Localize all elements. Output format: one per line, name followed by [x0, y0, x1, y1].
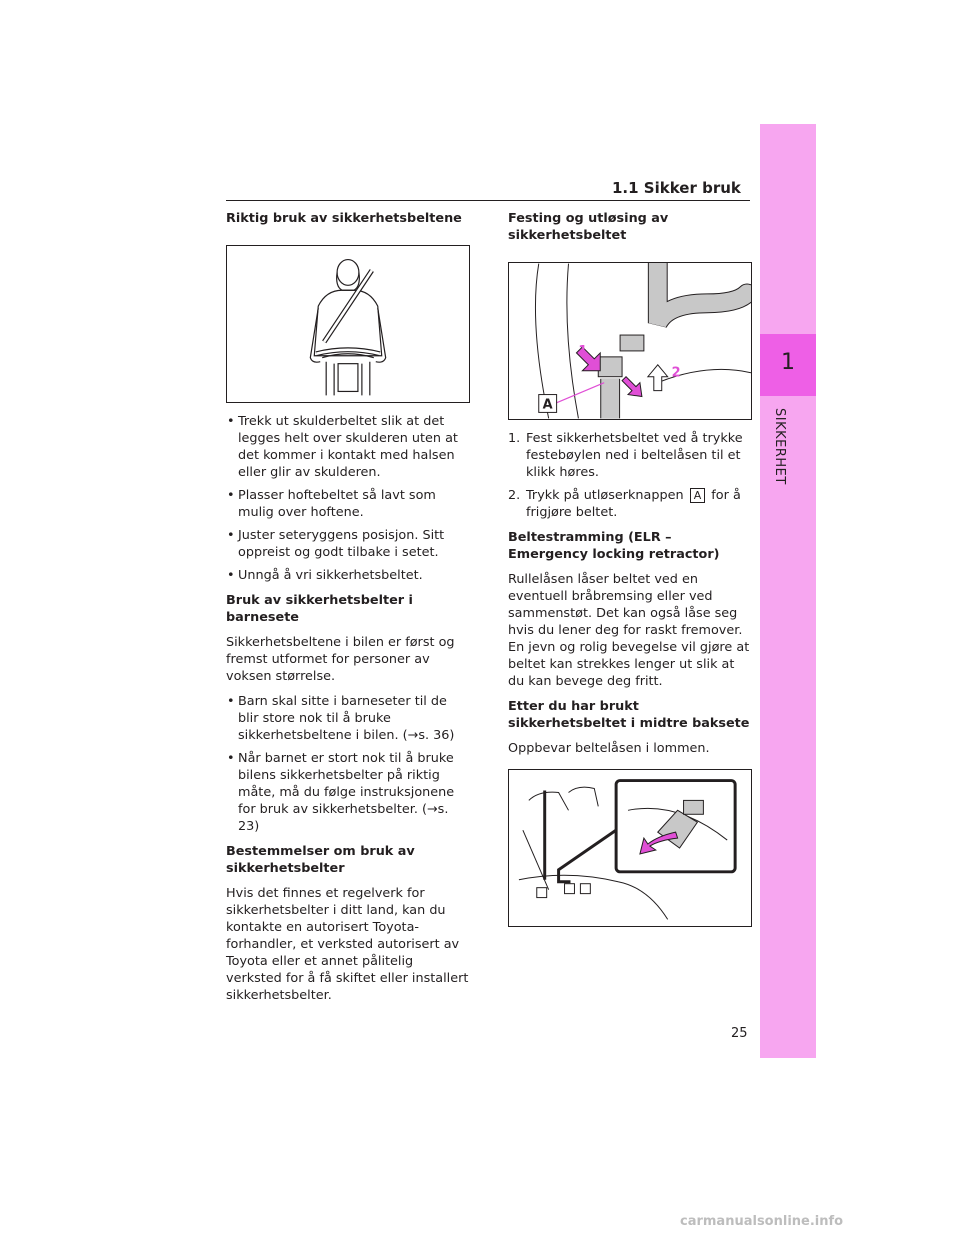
- figure-seated-person: [226, 245, 470, 403]
- right-column: [508, 210, 752, 937]
- heading-correct-use: Riktig bruk av sikkerhetsbeltene: [226, 211, 462, 226]
- fasten-steps: [508, 430, 752, 521]
- child-seat-list: [226, 693, 470, 835]
- para-elr: Rullelåsen låser beltet ved en eventuell bråbremsing eller ved sammenstøt. Det kan også låse seg hvis du lener deg for raskt fremover. En jevn og rolig bevegelse vil gjøre at beltet kan strekkes lenger ut slik at du kan bevege deg fritt.: [508, 572, 750, 689]
- correct-use-list: [226, 413, 470, 584]
- heading-child-seat: Bruk av sikkerhetsbelter i barnesete: [226, 593, 413, 625]
- step-text-before: Trykk på utløserknappen: [526, 488, 684, 503]
- list-item: • Unngå å vri sikkerhetsbeltet.: [226, 567, 470, 584]
- pull-arrow-2: [648, 365, 668, 391]
- heading-fasten: Festing og utløsing av sikkerhetsbeltet: [508, 211, 669, 243]
- step-number: 1.: [508, 431, 521, 446]
- figure-buckle-pocket: [508, 769, 752, 927]
- para-rear-seat: Oppbevar beltelåsen i lommen.: [508, 741, 710, 756]
- marker-a: A: [542, 397, 553, 413]
- step-text: Fest sikkerhetsbeltet ved å trykke festebøylen ned i beltelåsen til et klikk høres.: [526, 431, 743, 480]
- list-item: • Trekk ut skulderbeltet slik at det legges helt over skulderen uten at det kommer i kontakt med halsen eller glir av skulderen.: [226, 413, 470, 481]
- chapter-tab-strip: [760, 124, 816, 1058]
- page-number: 25: [731, 1026, 748, 1041]
- release-arrow: [622, 377, 642, 397]
- release-button-key: A: [690, 488, 706, 503]
- left-column: [226, 210, 470, 1012]
- para-regulations: Hvis det finnes et regelverk for sikkerhetsbelter i ditt land, kan du kontakte en autorisert Toyota-forhandler, et verksted autorisert av Toyota eller et annet pålitelig verksted for å få skiftet eller installert sikkerhetsbelter.: [226, 886, 469, 1003]
- list-item: • Plasser hoftebeltet så lavt som mulig over hoftene.: [226, 487, 470, 521]
- list-item: • Når barnet er stort nok til å bruke bilens sikkerhetsbelter på riktig måte, må du følge instruksjonene for bruk av sikkerhetsbelter. (→s. 23): [226, 750, 470, 835]
- buckle-illustration: [509, 263, 751, 419]
- section-title: 1.1 Sikker bruk: [612, 179, 741, 197]
- header-rule: [226, 200, 750, 201]
- seated-person-illustration: [227, 246, 469, 402]
- watermark: carmanualsonline.info: [680, 1214, 844, 1229]
- arrow-label-1: 1: [578, 343, 588, 359]
- step-2: [508, 487, 752, 521]
- list-item: • Juster seteryggens posisjon. Sitt oppreist og godt tilbake i setet.: [226, 527, 470, 561]
- step-text-after: for å frigjøre beltet.: [526, 488, 741, 520]
- heading-rear-seat: Etter du har brukt sikkerhetsbeltet i midtre baksete: [508, 699, 750, 731]
- heading-elr: Beltestramming (ELR – Emergency locking retractor): [508, 530, 720, 562]
- buckle-pocket-illustration: [509, 770, 751, 926]
- para-child-seat: Sikkerhetsbeltene i bilen er først og fremst utformet for personer av voksen størrelse.: [226, 635, 455, 684]
- figure-buckle: [508, 262, 752, 420]
- chapter-label: SIKKERHET: [772, 408, 787, 485]
- step-number: 2.: [508, 488, 521, 503]
- chapter-number: 1: [781, 350, 795, 375]
- arrow-label-2: 2: [671, 365, 681, 381]
- heading-regulations: Bestemmelser om bruk av sikkerhetsbelter: [226, 844, 415, 876]
- step-1: [508, 430, 752, 481]
- list-item: • Barn skal sitte i barneseter til de blir store nok til å bruke sikkerhetsbeltene i bilen. (→s. 36): [226, 693, 470, 744]
